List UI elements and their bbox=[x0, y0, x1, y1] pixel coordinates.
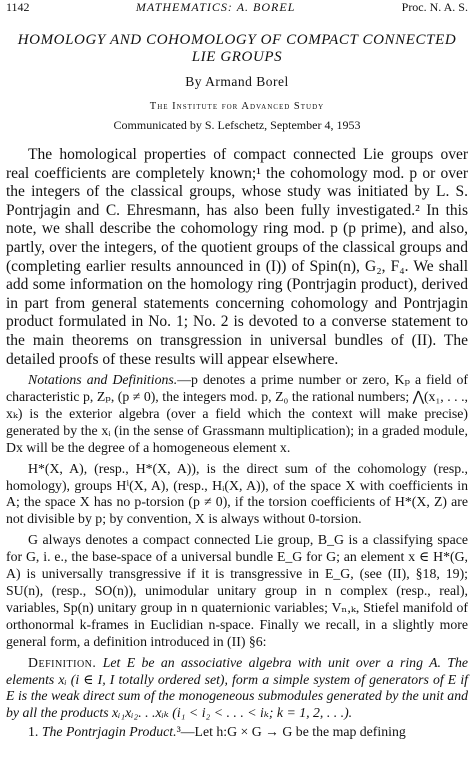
notations-heading: Notations and Definitions. bbox=[28, 372, 178, 388]
institute-line: The Institute for Advanced Study bbox=[149, 101, 325, 112]
proceedings-abbrev: Proc. N. A. S. bbox=[401, 0, 468, 14]
pontrjagin-text: ³—Let h:G × G → G be the map defining bbox=[176, 724, 406, 740]
pontrjagin-paragraph bbox=[6, 724, 468, 741]
paper-title-line1: HOMOLOGY AND COHOMOLOGY OF COMPACT CONNECTED bbox=[17, 32, 457, 48]
definition-paragraph bbox=[6, 655, 468, 723]
notations-paragraph bbox=[6, 372, 468, 457]
author-line: By Armand Borel bbox=[185, 74, 289, 89]
hstar-paragraph: H*(X, A), (resp., H*(X, A)), is the direct sum of the cohomology (resp., homology), groups Hⁱ(X, A), (resp., Hᵢ(X, A)), of the space X with coefficients in A; the space X has no p-torsion (p ≠ 0), if the torsion coefficients of H*(X, Z) are not divisible by p; by convention, X is always without 0-torsion. bbox=[6, 460, 468, 527]
pontrjagin-heading: The Pontrjagin Product. bbox=[41, 724, 177, 740]
paper-title-line2: LIE GROUPS bbox=[191, 49, 283, 65]
definition-text: Let E be an associative algebra with unit over a ring A. The elements xᵢ (i ∈ I, I totally ordered set), form a simple system of generators of E if E is the weak direct sum of the monogeneous submodules generated by the unit and by all the products xᵢ₁xᵢ₂. . .xᵢₖ (i₁ < i₂ < . . . < iₖ; k = 1, 2, . . .). bbox=[6, 654, 468, 721]
definition-label: Definition. bbox=[28, 654, 97, 670]
body-small bbox=[6, 372, 468, 741]
intro-paragraph bbox=[6, 146, 468, 369]
notations-text: —p denotes a prime number or zero, Kₚ a field of characteristic p, Zₚ, (p ≠ 0), the integers mod. p, Z₀ the rational numbers; ⋀(x₁, . . ., xₖ) is the exterior algebra (over a field which the context will make precise) generated by the xᵢ (in the sense of Grassmann multiplication); in a graded module, Dx will be the degree of a homogeneous element x. bbox=[6, 372, 468, 455]
communicated-line: Communicated by S. Lefschetz, September 4, 1953 bbox=[113, 118, 361, 132]
journal-title: MATHEMATICS: A. BOREL bbox=[135, 0, 296, 14]
section-number: 1. bbox=[28, 724, 39, 740]
running-header bbox=[6, 0, 468, 15]
page-number: 1142 bbox=[6, 0, 30, 14]
g-denotes-paragraph: G always denotes a compact connected Lie group, B_G is a classifying space for G, i. e., the base-space of a universal bundle E_G for G; an element x ∈ H*(G, A) is universally transgressive if it is transgressive in E_G, (see (II), §18, 19); SU(n), (resp., SO(n)), unimodular unitary group in n complex (resp., real), variables, Sp(n) unitary group in n quaternionic variables; Vₙ,ₖ, Stiefel manifold of orthonormal k-frames in Euclidian n-space. Finally we recall, in a slightly more general form, a definition introduced in (II) §6: bbox=[6, 532, 468, 649]
intro-text: The homological properties of compact connected Lie groups over real coefficients are completely known;¹ the cohomology mod. p or over the integers of the classical groups, whose study was initiated by L. S. Pontrjagin and C. Ehresmann, has also been fully investigated.² In this note, we shall describe the cohomology ring mod. p (p prime), and also, partly, over the integers, of the quotient groups of the classical groups and (completing earlier results announced in (I)) of Spin(n), G₂, F₄. We shall add some information on the homology ring (Pontrjagin product), derived in part from general statements concerning cohomology and Pontrjagin product formulated in No. 1; No. 2 is devoted to a converse statement to the main theorems on transgression in universal bundles of (II). The detailed proofs of these results will appear elsewhere. bbox=[6, 146, 468, 368]
